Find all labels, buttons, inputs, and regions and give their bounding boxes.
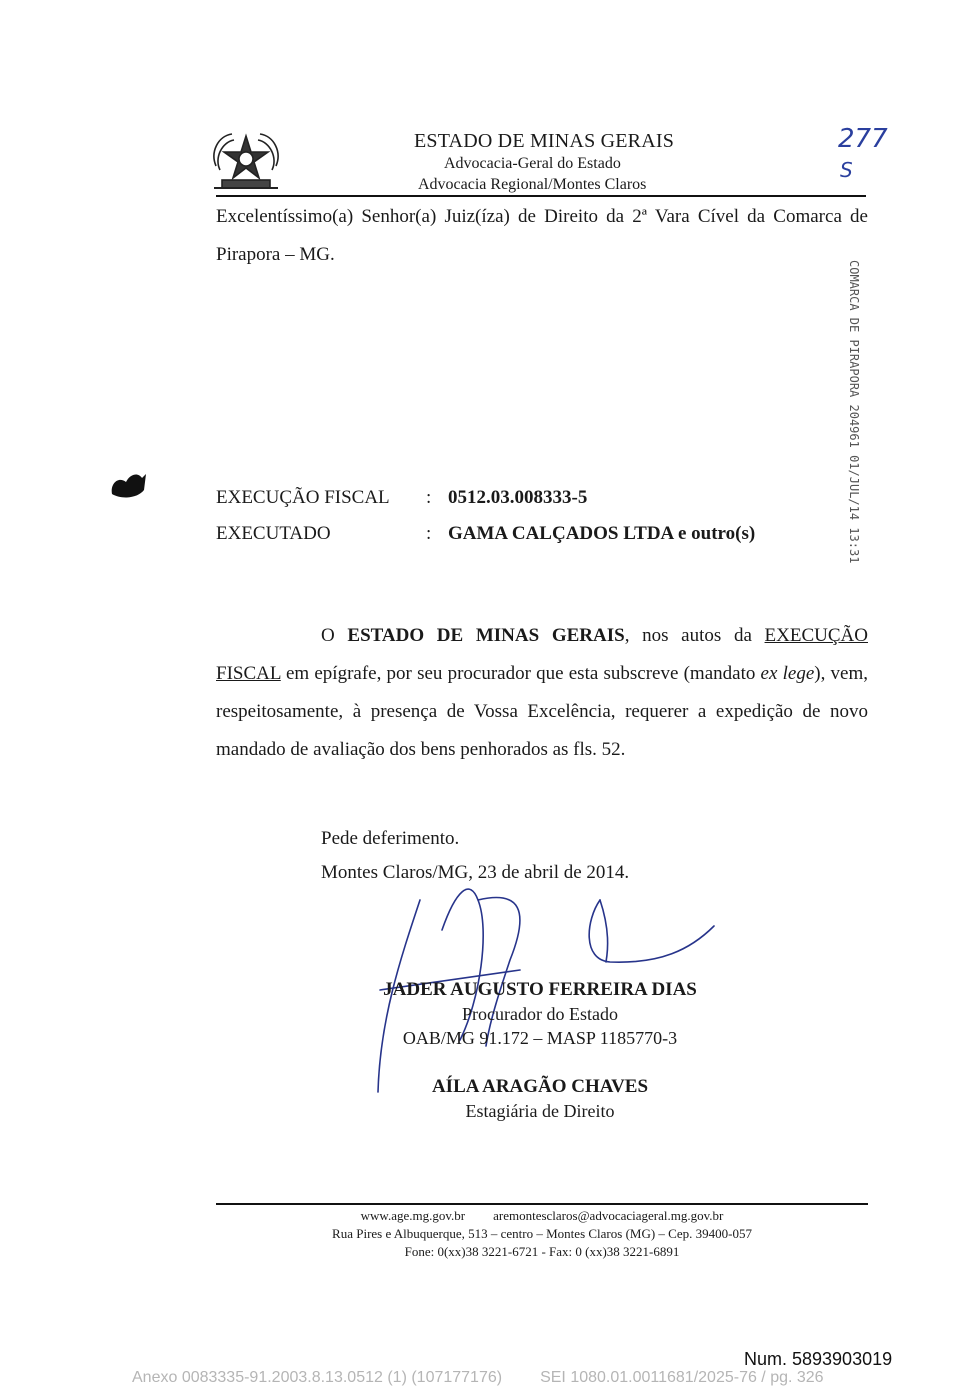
signatory-name: JADER AUGUSTO FERREIRA DIAS <box>383 979 697 1000</box>
annex-reference: Anexo 0083335-91.2003.8.13.0512 (1) (107177176) <box>132 1369 503 1386</box>
process-separator: : <box>426 523 432 544</box>
process-label-executado: EXECUTADO <box>216 523 331 544</box>
footer-address: Rua Pires e Albuquerque, 513 – centro – Montes Claros (MG) – Cep. 39400-057 <box>332 1226 752 1241</box>
process-label-execucao: EXECUÇÃO FISCAL <box>216 487 390 508</box>
annex-footer <box>132 1369 824 1387</box>
para-text-4: ), vem, respeitosamente, à presença de Vossa Excelência, requerer a expedição de novo mandado de avaliação dos bens penhorados as fls. 52. <box>216 663 868 760</box>
process-separator: : <box>426 487 432 508</box>
header-title: ESTADO DE MINAS GERAIS <box>414 130 675 152</box>
punch-mark-icon <box>108 468 150 502</box>
footer <box>216 1207 868 1261</box>
process-number: 0512.03.008333-5 <box>448 487 588 508</box>
header-regional: Advocacia Regional/Montes Claros <box>418 176 647 193</box>
para-text-1: O <box>321 625 348 646</box>
addressee: Excelentíssimo(a) Senhor(a) Juiz(íza) de Direito da 2ª Vara Cível da Comarca de Pirapora – MG. <box>216 206 868 265</box>
closing-request: Pede deferimento. <box>321 828 460 849</box>
court-receipt-stamp <box>832 258 862 588</box>
stamp-text: COMARCA DE PIRAPORA 204961 01/JUL/14 13:31 <box>847 260 861 564</box>
executed-party: GAMA CALÇADOS LTDA <box>448 523 674 544</box>
executed-party-rest: e outro(s) <box>673 523 756 544</box>
signatory-block <box>300 978 780 1050</box>
handwritten-page-mark: S <box>840 158 853 182</box>
sei-reference: SEI 1080.01.0011681/2025-76 / pg. 326 <box>540 1369 824 1386</box>
handwritten-page-number: 277 <box>838 124 888 154</box>
footer-phones: Fone: 0(xx)38 3221-6721 - Fax: 0 (xx)38 3221-6891 <box>404 1244 680 1259</box>
header-divider <box>216 195 866 197</box>
footer-email: aremontesclaros@advocaciageral.mg.gov.br <box>493 1208 724 1223</box>
document-number: Num. 5893903019 <box>744 1349 893 1369</box>
process-row-1 <box>216 480 755 516</box>
footer-contacts <box>216 1207 868 1225</box>
signatory-role: Procurador do Estado <box>462 1004 618 1024</box>
intern-block <box>300 1075 780 1123</box>
footer-website: www.age.mg.gov.br <box>360 1208 466 1223</box>
intern-name: AÍLA ARAGÃO CHAVES <box>431 1076 649 1097</box>
closing-place-date: Montes Claros/MG, 23 de abril de 2014. <box>321 862 630 883</box>
para-italic-exlege: ex lege <box>760 663 815 684</box>
para-underline-execucao: EXECUÇÃO FISCAL <box>216 625 868 684</box>
coat-of-arms-icon <box>208 126 284 196</box>
process-row-2 <box>216 516 755 552</box>
para-text-2: , nos autos da <box>624 625 765 646</box>
para-bold-state: ESTADO DE MINAS GERAIS <box>347 625 625 646</box>
signatory-registration: OAB/MG 91.172 – MASP 1185770-3 <box>402 1028 678 1048</box>
process-info <box>216 480 755 552</box>
footer-divider <box>216 1203 868 1205</box>
para-text-3: em epígrafe, por seu procurador que esta subscreve (mandato <box>280 663 761 684</box>
intern-role: Estagiária de Direito <box>465 1101 615 1121</box>
main-paragraph <box>216 617 868 769</box>
header-subtitle: Advocacia-Geral do Estado <box>444 155 621 172</box>
